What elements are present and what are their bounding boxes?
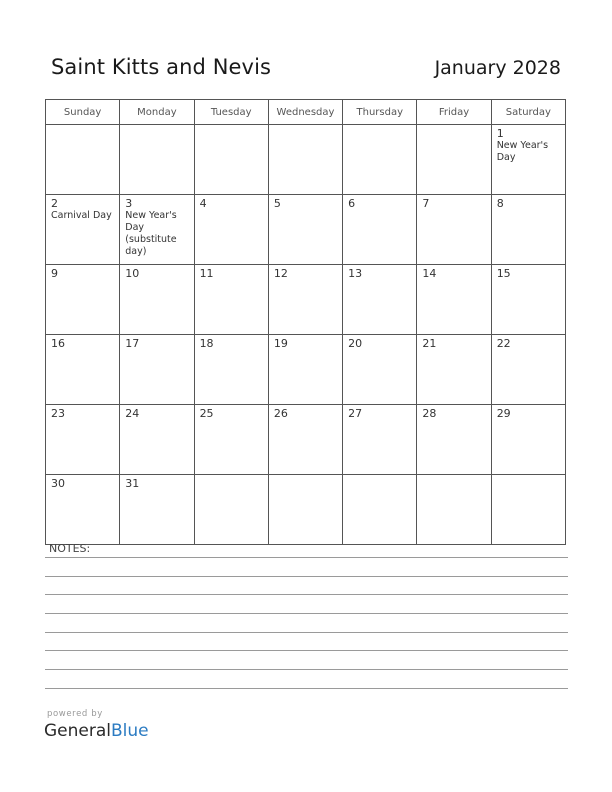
calendar-grid [45,99,566,545]
day-cell [491,195,565,265]
day-cell [194,125,268,195]
day-number: 31 [125,477,140,490]
day-number: 3 [125,197,133,210]
day-cell [120,475,194,545]
day-cell [343,195,417,265]
weekday-friday: Friday [417,100,491,125]
day-cell [343,475,417,545]
calendar-month-title: January 2028 [434,57,561,79]
day-number: 29 [496,407,511,420]
weekday-saturday: Saturday [491,100,565,125]
logo-blue: Blue [111,721,149,741]
day-cell [194,265,268,335]
day-number: 14 [422,267,437,280]
day-number: 12 [273,267,288,280]
day-number: 17 [125,337,140,350]
day-number: 15 [496,267,511,280]
weekday-tuesday: Tuesday [194,100,268,125]
holiday-label: New Year's Day [496,140,549,163]
day-cell [343,405,417,475]
note-line [45,594,568,595]
powered-by-text: powered by [47,709,103,719]
week-row [46,265,566,335]
week-row [46,195,566,265]
holiday-label: New Year's Day (substitute day) [125,210,177,257]
day-cell [268,265,342,335]
day-number: 8 [496,197,504,210]
day-number: 20 [348,337,363,350]
holiday-label: Carnival Day [51,210,112,221]
day-number: 10 [125,267,140,280]
day-cell [491,125,565,195]
day-number: 24 [125,407,140,420]
day-cell [417,265,491,335]
day-cell [491,335,565,405]
day-cell [46,125,120,195]
day-cell [194,195,268,265]
day-cell [120,405,194,475]
note-line [45,650,568,651]
day-cell [120,195,194,265]
note-line [45,632,568,633]
week-row [46,335,566,405]
calendar-country-title: Saint Kitts and Nevis [51,55,272,79]
weekday-sunday: Sunday [46,100,120,125]
weekday-monday: Monday [120,100,194,125]
day-number: 28 [422,407,437,420]
day-cell [417,195,491,265]
week-row [46,475,566,545]
day-cell [491,405,565,475]
day-number: 16 [51,337,65,350]
day-cell [343,265,417,335]
day-cell [120,265,194,335]
day-cell [120,335,194,405]
day-number: 18 [199,337,214,350]
notes-label: NOTES: [49,542,91,555]
day-cell [417,405,491,475]
day-cell [417,335,491,405]
day-number: 11 [199,267,214,280]
day-cell [268,195,342,265]
day-cell [343,125,417,195]
day-cell [491,265,565,335]
day-cell [46,475,120,545]
day-number: 6 [348,197,356,210]
day-number: 25 [199,407,214,420]
day-cell [194,475,268,545]
day-number: 5 [273,197,281,210]
weekday-wednesday: Wednesday [268,100,342,125]
day-number: 21 [422,337,437,350]
day-cell [46,335,120,405]
day-cell [268,125,342,195]
day-cell [491,475,565,545]
day-cell [120,125,194,195]
day-cell [268,335,342,405]
day-number: 19 [273,337,288,350]
day-number: 27 [348,407,363,420]
note-line [45,557,568,558]
day-number: 30 [51,477,65,490]
week-row [46,125,566,195]
weekday-thursday: Thursday [343,100,417,125]
generalblue-logo [44,721,149,741]
day-cell [417,125,491,195]
day-cell [417,475,491,545]
day-cell [46,265,120,335]
note-line [45,613,568,614]
week-row [46,405,566,475]
day-number: 9 [51,267,58,280]
day-number: 4 [199,197,207,210]
day-cell [343,335,417,405]
day-cell [194,335,268,405]
day-number: 13 [348,267,363,280]
day-cell [194,405,268,475]
note-line [45,576,568,577]
day-number: 7 [422,197,430,210]
day-cell [268,405,342,475]
day-number: 23 [51,407,65,420]
day-number: 22 [496,337,511,350]
day-cell [46,195,120,265]
day-number: 1 [496,127,504,140]
weekday-header-row [46,100,566,125]
logo-general: General [44,721,111,741]
day-number: 2 [51,197,58,210]
day-cell [268,475,342,545]
note-line [45,688,568,689]
day-cell [46,405,120,475]
day-number: 26 [273,407,288,420]
note-line [45,669,568,670]
